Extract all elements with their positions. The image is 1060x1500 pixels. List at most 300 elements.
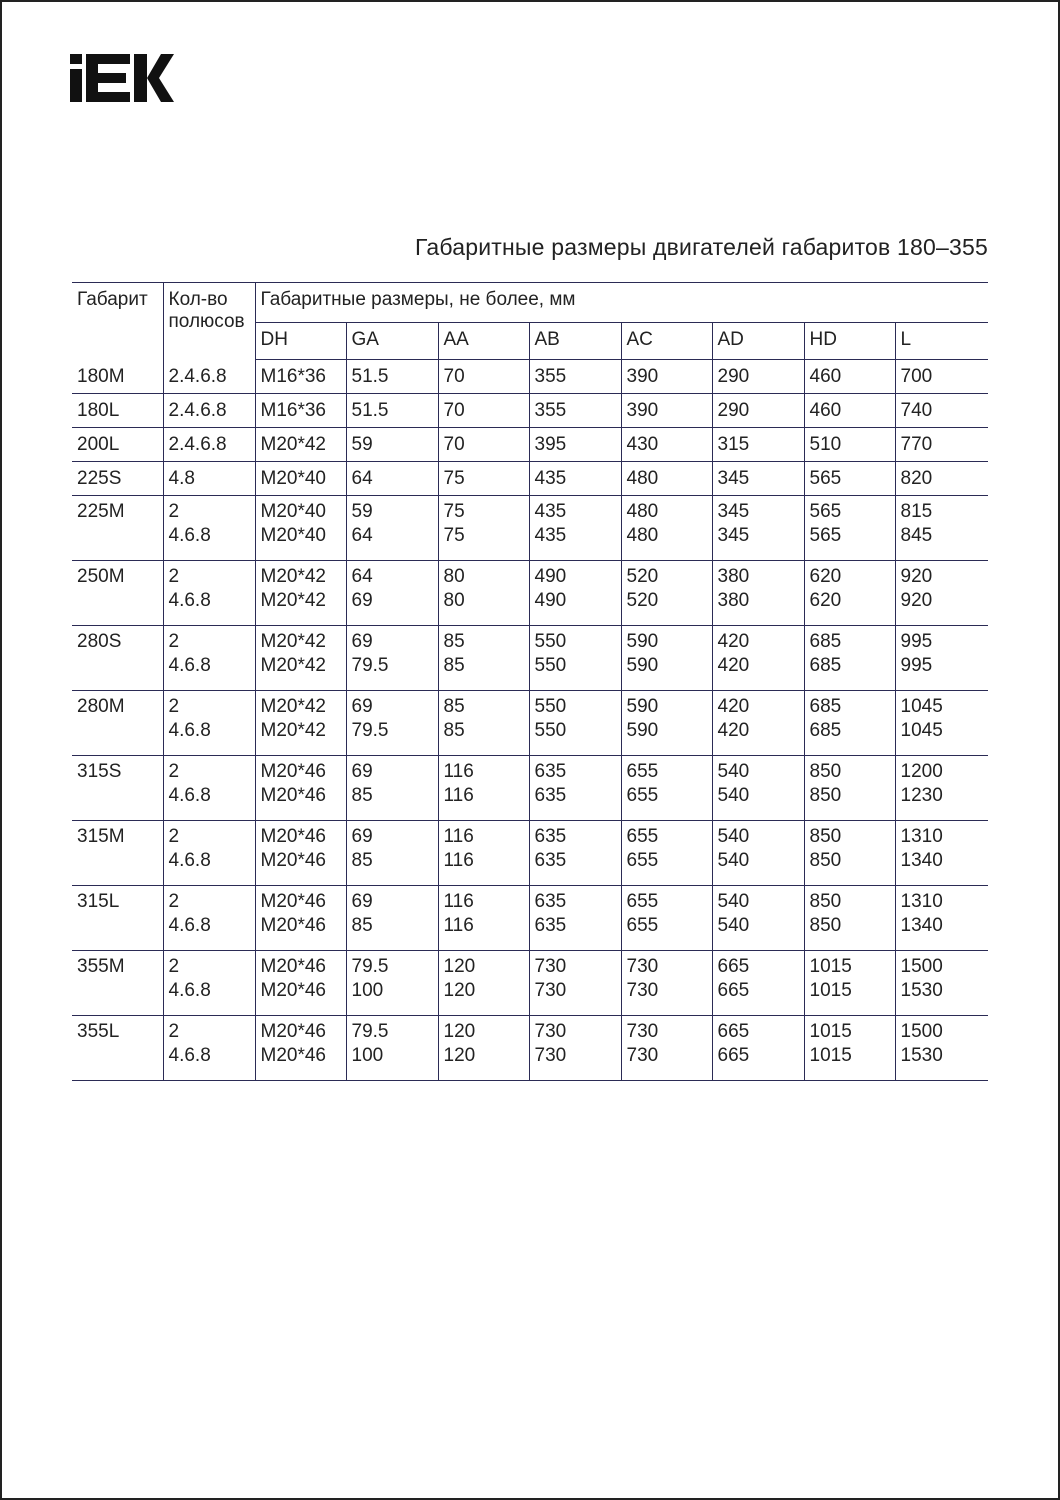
cell-value: 85 [443, 655, 465, 676]
cell-value: 540 [717, 785, 750, 806]
cell-dim-ga [346, 1016, 438, 1081]
cell-poles [163, 360, 255, 394]
cell-dim-ga [346, 821, 438, 886]
cell-value: 730 [626, 980, 659, 1001]
cell-frame: 250M [72, 561, 163, 626]
cell-value: 480 [626, 525, 659, 546]
poles-line: 4.6.8 [168, 915, 211, 936]
header-poles: Кол-во полюсов [163, 283, 255, 360]
cell-value: 420 [717, 631, 750, 652]
cell-dim-ab [529, 691, 621, 756]
cell-value: 59 [351, 434, 373, 455]
cell-value: 120 [443, 956, 476, 977]
cell-dim-ad [712, 428, 804, 462]
cell-value: 1045 [900, 696, 943, 717]
cell-value: 730 [534, 1045, 567, 1066]
cell-dim-ga [346, 756, 438, 821]
poles-line: 2 [168, 891, 180, 912]
cell-dim-dh [255, 821, 346, 886]
cell-dim-aa [438, 561, 529, 626]
cell-value: 1015 [809, 1021, 852, 1042]
table-row [72, 428, 988, 462]
cell-dim-hd [804, 496, 895, 561]
cell-value: 116 [443, 915, 474, 936]
cell-value: 355 [534, 400, 567, 421]
header-dim-aa: AA [438, 323, 529, 360]
cell-dim-hd [804, 951, 895, 1016]
table-row [72, 496, 988, 561]
cell-value: 620 [809, 590, 842, 611]
cell-value: M20*42 [260, 720, 326, 741]
cell-value: 420 [717, 720, 750, 741]
cell-value: M20*46 [260, 826, 326, 847]
cell-value: 730 [626, 1045, 659, 1066]
cell-value: 345 [717, 525, 750, 546]
table-row [72, 886, 988, 951]
cell-frame: 280S [72, 626, 163, 691]
cell-value: 520 [626, 590, 659, 611]
cell-value: 1310 [900, 826, 943, 847]
cell-value: 550 [534, 720, 567, 741]
poles-line: 2 [168, 1021, 180, 1042]
cell-dim-ac [621, 496, 712, 561]
poles-line: 4.6.8 [168, 850, 211, 871]
cell-value: M20*42 [260, 590, 326, 611]
cell-dim-dh [255, 394, 346, 428]
cell-value: 75 [443, 468, 465, 489]
cell-value: M16*36 [260, 400, 326, 421]
cell-value: 620 [809, 566, 842, 587]
cell-poles [163, 886, 255, 951]
cell-value: 100 [351, 980, 384, 1001]
poles-line: 2 [168, 956, 180, 977]
table-row [72, 394, 988, 428]
cell-value: 540 [717, 761, 750, 782]
cell-dim-ac [621, 691, 712, 756]
cell-poles [163, 428, 255, 462]
cell-value: 635 [534, 850, 567, 871]
cell-value: 85 [443, 720, 465, 741]
poles-line: 2 [168, 696, 180, 717]
cell-frame: 180M [72, 360, 163, 394]
cell-value: 435 [534, 468, 567, 489]
cell-dim-ga [346, 360, 438, 394]
cell-dim-ad [712, 886, 804, 951]
poles-line: 4.6.8 [168, 720, 211, 741]
cell-value: M20*40 [260, 468, 326, 489]
cell-value: 290 [717, 400, 750, 421]
table-row [72, 951, 988, 1016]
cell-dim-ab [529, 626, 621, 691]
header-dim-l: L [895, 323, 988, 360]
cell-value: 730 [534, 980, 567, 1001]
cell-value: 85 [351, 785, 373, 806]
cell-dim-l [895, 561, 988, 626]
cell-dim-ab [529, 496, 621, 561]
cell-value: 460 [809, 366, 842, 387]
cell-value: 540 [717, 915, 750, 936]
cell-dim-ab [529, 360, 621, 394]
poles-line: 2.4.6.8 [168, 400, 227, 421]
cell-value: 540 [717, 891, 750, 912]
cell-value: 565 [809, 501, 842, 522]
cell-value: M16*36 [260, 366, 326, 387]
cell-value: M20*40 [260, 525, 326, 546]
table-row [72, 561, 988, 626]
cell-value: 1530 [900, 1045, 943, 1066]
cell-value: M20*46 [260, 915, 326, 936]
cell-value: 850 [809, 850, 842, 871]
cell-dim-ad [712, 1016, 804, 1081]
cell-dim-ga [346, 561, 438, 626]
cell-dim-ac [621, 756, 712, 821]
cell-dim-dh [255, 1016, 346, 1081]
cell-value: 565 [809, 525, 842, 546]
cell-frame: 315S [72, 756, 163, 821]
cell-value: 395 [534, 434, 567, 455]
cell-value: 69 [351, 631, 373, 652]
cell-dim-ab [529, 821, 621, 886]
cell-value: 635 [534, 891, 567, 912]
cell-dim-ad [712, 394, 804, 428]
cell-dim-hd [804, 360, 895, 394]
cell-dim-ga [346, 951, 438, 1016]
cell-dim-ga [346, 496, 438, 561]
poles-line: 2 [168, 566, 180, 587]
cell-value: 80 [443, 590, 465, 611]
cell-dim-ga [346, 626, 438, 691]
cell-dim-l [895, 626, 988, 691]
cell-dim-aa [438, 951, 529, 1016]
cell-dim-aa [438, 821, 529, 886]
cell-value: M20*46 [260, 1021, 326, 1042]
cell-value: 120 [443, 1045, 476, 1066]
cell-value: 1340 [900, 915, 943, 936]
cell-value: 1015 [809, 1045, 852, 1066]
cell-value: 655 [626, 850, 659, 871]
cell-value: M20*46 [260, 980, 326, 1001]
poles-line: 4.6.8 [168, 655, 211, 676]
cell-dim-ac [621, 428, 712, 462]
cell-poles [163, 1016, 255, 1081]
cell-value: 75 [443, 501, 465, 522]
cell-value: 665 [717, 1021, 750, 1042]
poles-line: 4.6.8 [168, 785, 211, 806]
cell-value: 435 [534, 501, 567, 522]
cell-value: 70 [443, 434, 465, 455]
cell-dim-hd [804, 886, 895, 951]
cell-dim-l [895, 756, 988, 821]
cell-dim-dh [255, 886, 346, 951]
header-dim-ac: AC [621, 323, 712, 360]
cell-value: 1340 [900, 850, 943, 871]
cell-value: 116 [443, 785, 474, 806]
poles-line: 2.4.6.8 [168, 434, 227, 455]
cell-dim-dh [255, 691, 346, 756]
cell-dim-dh [255, 462, 346, 496]
cell-value: 64 [351, 525, 373, 546]
cell-dim-aa [438, 496, 529, 561]
cell-value: 995 [900, 655, 933, 676]
cell-value: 850 [809, 826, 842, 847]
cell-value: 79.5 [351, 720, 389, 741]
cell-value: 85 [443, 631, 465, 652]
cell-dim-l [895, 360, 988, 394]
cell-frame: 280M [72, 691, 163, 756]
cell-dim-hd [804, 394, 895, 428]
cell-dim-hd [804, 428, 895, 462]
header-dim-ad: AD [712, 323, 804, 360]
cell-dim-ac [621, 1016, 712, 1081]
cell-value: 730 [534, 1021, 567, 1042]
cell-dim-dh [255, 626, 346, 691]
cell-poles [163, 394, 255, 428]
table-row [72, 462, 988, 496]
cell-value: 590 [626, 631, 659, 652]
cell-dim-ac [621, 626, 712, 691]
cell-dim-l [895, 821, 988, 886]
cell-dim-dh [255, 951, 346, 1016]
cell-value: M20*46 [260, 891, 326, 912]
cell-dim-aa [438, 360, 529, 394]
cell-value: 120 [443, 980, 476, 1001]
cell-value: 345 [717, 468, 750, 489]
cell-value: 85 [351, 915, 373, 936]
cell-value: 116 [443, 850, 474, 871]
cell-dim-ga [346, 886, 438, 951]
cell-value: 69 [351, 826, 373, 847]
cell-value: 390 [626, 366, 659, 387]
cell-dim-aa [438, 462, 529, 496]
cell-dim-l [895, 496, 988, 561]
cell-value: 51.5 [351, 366, 389, 387]
header-dim-ab: AB [529, 323, 621, 360]
cell-value: 1200 [900, 761, 943, 782]
cell-value: 435 [534, 525, 567, 546]
cell-dim-hd [804, 756, 895, 821]
cell-value: 820 [900, 468, 933, 489]
cell-value: 540 [717, 850, 750, 871]
cell-dim-dh [255, 496, 346, 561]
poles-line: 2 [168, 826, 180, 847]
cell-value: 995 [900, 631, 933, 652]
cell-dim-l [895, 394, 988, 428]
cell-value: 655 [626, 785, 659, 806]
cell-value: 665 [717, 956, 750, 977]
cell-value: 480 [626, 468, 659, 489]
cell-poles [163, 626, 255, 691]
cell-value: 59 [351, 501, 373, 522]
cell-dim-ad [712, 496, 804, 561]
cell-dim-ad [712, 951, 804, 1016]
cell-value: 850 [809, 891, 842, 912]
cell-dim-l [895, 428, 988, 462]
cell-dim-aa [438, 428, 529, 462]
cell-dim-ab [529, 886, 621, 951]
cell-value: M20*46 [260, 785, 326, 806]
cell-dim-ad [712, 626, 804, 691]
cell-value: 685 [809, 720, 842, 741]
cell-value: 920 [900, 566, 933, 587]
cell-dim-dh [255, 561, 346, 626]
cell-poles [163, 756, 255, 821]
cell-dim-ab [529, 1016, 621, 1081]
cell-value: 685 [809, 655, 842, 676]
cell-value: 635 [534, 826, 567, 847]
cell-poles [163, 951, 255, 1016]
cell-value: 390 [626, 400, 659, 421]
cell-value: 120 [443, 1021, 476, 1042]
cell-value: M20*40 [260, 501, 326, 522]
cell-value: 380 [717, 566, 750, 587]
cell-value: 420 [717, 655, 750, 676]
cell-value: 655 [626, 826, 659, 847]
cell-value: M20*46 [260, 761, 326, 782]
cell-dim-hd [804, 1016, 895, 1081]
cell-value: 590 [626, 696, 659, 717]
cell-value: 635 [534, 915, 567, 936]
cell-value: 100 [351, 1045, 384, 1066]
cell-value: 490 [534, 566, 567, 587]
cell-dim-aa [438, 691, 529, 756]
cell-value: 80 [443, 566, 465, 587]
cell-dim-hd [804, 821, 895, 886]
poles-line: 4.6.8 [168, 1045, 211, 1066]
cell-value: 850 [809, 915, 842, 936]
cell-dim-l [895, 1016, 988, 1081]
cell-dim-aa [438, 886, 529, 951]
cell-value: 430 [626, 434, 659, 455]
cell-dim-l [895, 462, 988, 496]
cell-value: 590 [626, 720, 659, 741]
cell-dim-ad [712, 360, 804, 394]
cell-value: M20*42 [260, 696, 326, 717]
cell-frame: 200L [72, 428, 163, 462]
iek-logo [70, 54, 174, 102]
cell-value: 655 [626, 891, 659, 912]
cell-dim-ab [529, 428, 621, 462]
cell-dim-dh [255, 428, 346, 462]
cell-value: 665 [717, 1045, 750, 1066]
cell-frame: 355M [72, 951, 163, 1016]
cell-value: 590 [626, 655, 659, 676]
cell-value: 290 [717, 366, 750, 387]
cell-value: 480 [626, 501, 659, 522]
header-dim-dh: DH [255, 323, 346, 360]
cell-value: 420 [717, 696, 750, 717]
cell-value: 635 [534, 761, 567, 782]
dimensions-table [72, 282, 988, 1081]
cell-value: 730 [626, 1021, 659, 1042]
cell-value: 51.5 [351, 400, 389, 421]
cell-value: M20*42 [260, 631, 326, 652]
cell-dim-aa [438, 756, 529, 821]
cell-frame: 225S [72, 462, 163, 496]
poles-line: 2 [168, 631, 180, 652]
cell-value: 1500 [900, 956, 943, 977]
table-row [72, 626, 988, 691]
cell-value: M20*46 [260, 850, 326, 871]
cell-value: 64 [351, 468, 373, 489]
cell-value: M20*42 [260, 566, 326, 587]
cell-value: 69 [351, 590, 373, 611]
cell-dim-ab [529, 394, 621, 428]
cell-value: 1230 [900, 785, 943, 806]
cell-dim-ac [621, 561, 712, 626]
page-title: Габаритные размеры двигателей габаритов 180–355 [415, 234, 988, 260]
cell-value: 116 [443, 826, 474, 847]
cell-value: M20*46 [260, 956, 326, 977]
cell-frame: 315M [72, 821, 163, 886]
cell-value: 315 [717, 434, 750, 455]
cell-value: 685 [809, 631, 842, 652]
cell-poles [163, 821, 255, 886]
cell-dim-hd [804, 691, 895, 756]
cell-dim-ga [346, 691, 438, 756]
cell-dim-ab [529, 951, 621, 1016]
cell-dim-ab [529, 756, 621, 821]
cell-dim-dh [255, 360, 346, 394]
cell-dim-aa [438, 626, 529, 691]
cell-dim-ac [621, 821, 712, 886]
cell-value: 510 [809, 434, 842, 455]
cell-dim-dh [255, 756, 346, 821]
cell-value: 116 [443, 761, 474, 782]
cell-value: 655 [626, 915, 659, 936]
cell-dim-ac [621, 886, 712, 951]
cell-dim-hd [804, 626, 895, 691]
cell-value: 520 [626, 566, 659, 587]
cell-dim-ad [712, 821, 804, 886]
cell-dim-ga [346, 462, 438, 496]
cell-dim-ab [529, 462, 621, 496]
cell-value: 550 [534, 631, 567, 652]
cell-value: M20*42 [260, 434, 326, 455]
cell-value: 540 [717, 826, 750, 847]
cell-value: 1015 [809, 980, 852, 1001]
cell-poles [163, 561, 255, 626]
cell-value: 1530 [900, 980, 943, 1001]
cell-value: 69 [351, 696, 373, 717]
cell-dim-ga [346, 428, 438, 462]
cell-value: 550 [534, 655, 567, 676]
cell-frame: 180L [72, 394, 163, 428]
cell-dim-l [895, 691, 988, 756]
cell-value: 700 [900, 366, 933, 387]
cell-value: 490 [534, 590, 567, 611]
cell-value: 69 [351, 761, 373, 782]
cell-value: 635 [534, 785, 567, 806]
cell-value: 1045 [900, 720, 943, 741]
cell-value: 770 [900, 434, 933, 455]
header-dim-hd: HD [804, 323, 895, 360]
table-row [72, 360, 988, 394]
cell-value: 740 [900, 400, 933, 421]
table-row [72, 821, 988, 886]
poles-line: 4.8 [168, 468, 195, 489]
cell-poles [163, 462, 255, 496]
cell-value: 116 [443, 891, 474, 912]
cell-dim-ab [529, 561, 621, 626]
cell-value: 850 [809, 761, 842, 782]
table-row [72, 691, 988, 756]
poles-line: 2 [168, 761, 180, 782]
cell-value: 655 [626, 761, 659, 782]
cell-value: 345 [717, 501, 750, 522]
cell-dim-aa [438, 1016, 529, 1081]
cell-value: 685 [809, 696, 842, 717]
cell-dim-ad [712, 756, 804, 821]
